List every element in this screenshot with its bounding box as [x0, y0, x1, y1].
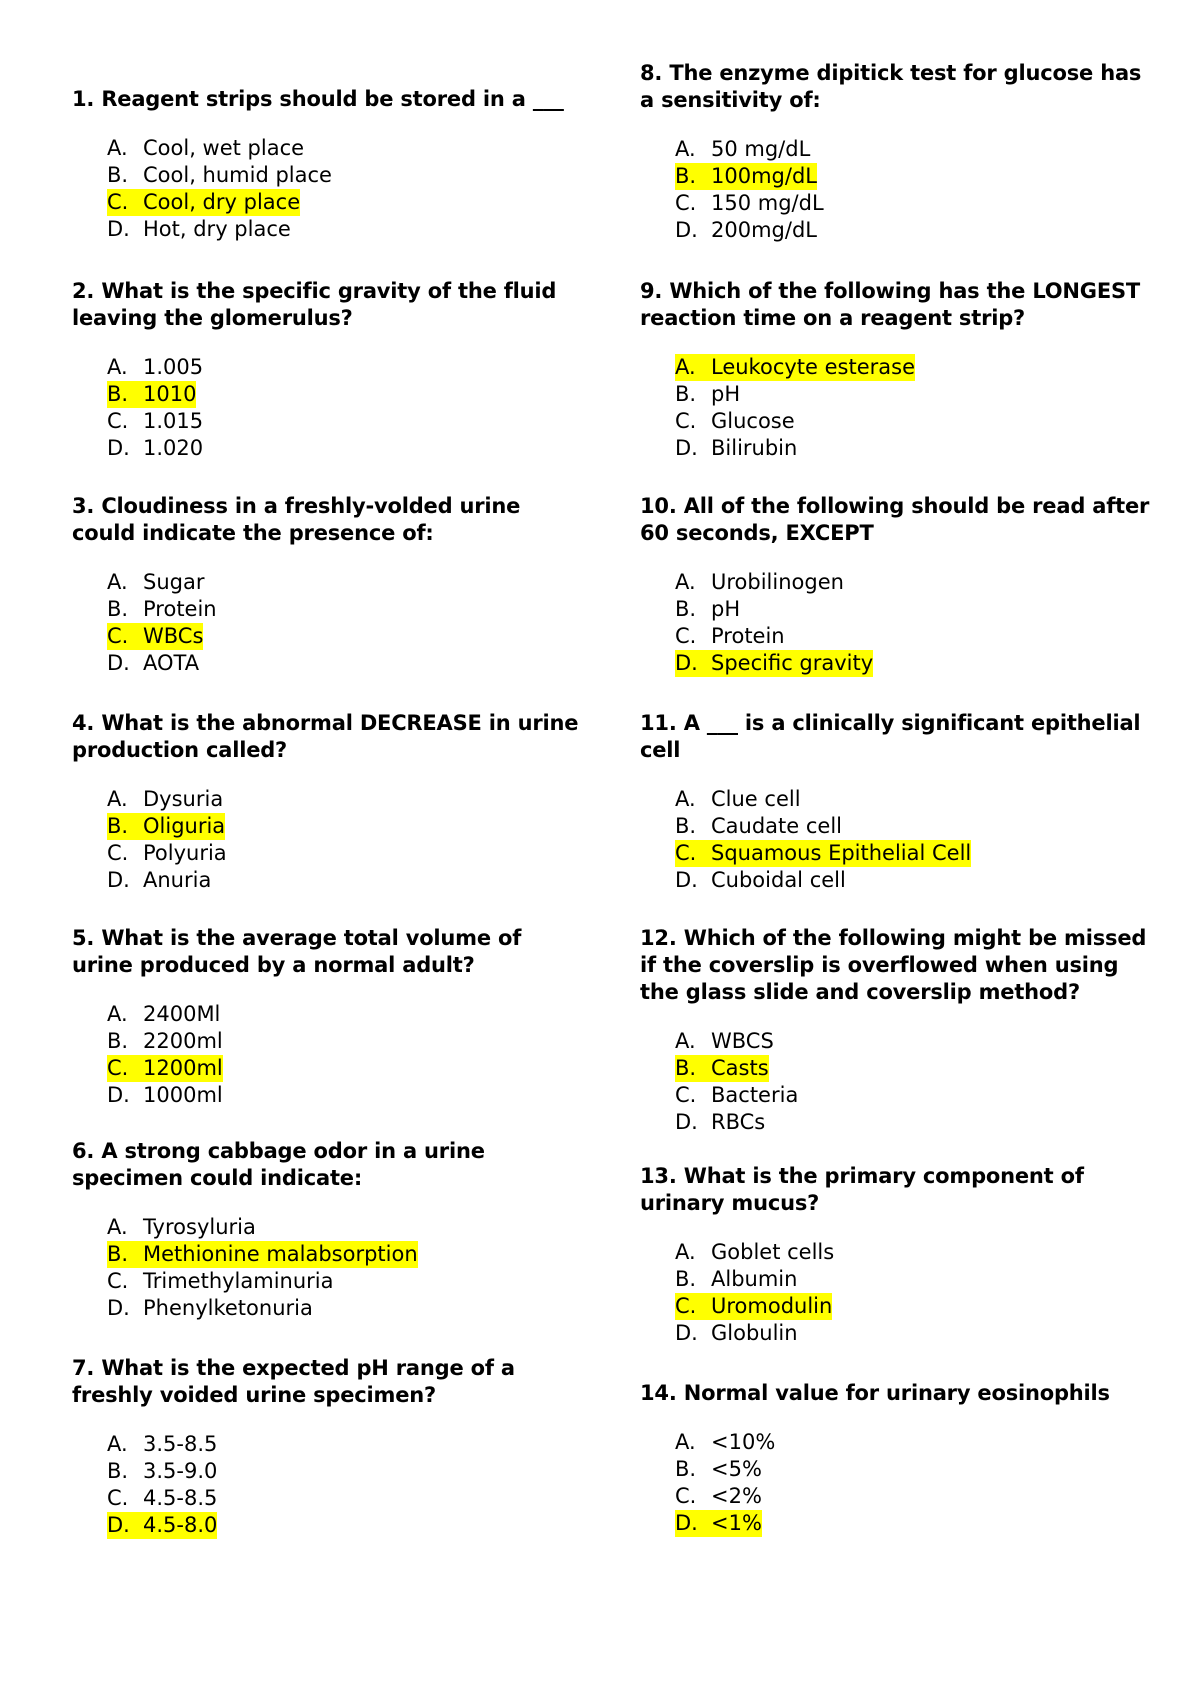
question-stem: What is the average total volume of urine produced by a normal adult?	[72, 926, 522, 977]
option-letter: A.	[675, 570, 696, 594]
option-letter: C.	[107, 189, 143, 216]
question-text	[72, 1138, 582, 1192]
option-row	[675, 136, 811, 163]
option	[107, 162, 582, 189]
option-row	[107, 867, 212, 894]
option-text: Bacteria	[711, 1083, 799, 1107]
option	[675, 786, 1150, 813]
option-letter: B.	[107, 1459, 129, 1483]
option-text: Phenylketonuria	[143, 1296, 313, 1320]
option	[107, 840, 582, 867]
option-letter: D.	[107, 868, 130, 892]
question-text	[72, 710, 582, 764]
option-text: Uromodulin	[711, 1294, 833, 1318]
option-letter: B.	[107, 381, 143, 408]
option-text: WBCs	[143, 624, 204, 648]
option-letter: A.	[107, 1432, 128, 1456]
option-text: 100mg/dL	[711, 164, 817, 188]
option-text: AOTA	[143, 651, 200, 675]
option-letter: C.	[107, 841, 129, 865]
question-stem: Reagent strips should be stored in a ___	[101, 87, 564, 111]
option-row	[675, 1429, 776, 1456]
option-text: Methionine malabsorption	[143, 1242, 418, 1266]
option-text: Urobilinogen	[711, 570, 844, 594]
option-row	[107, 1001, 221, 1028]
option	[675, 1239, 1150, 1266]
question-number: 10.	[640, 494, 677, 518]
option	[675, 569, 1150, 596]
option-letter: A.	[675, 1430, 696, 1454]
option	[675, 381, 1150, 408]
option-text: Cuboidal cell	[711, 868, 846, 892]
option	[675, 136, 1150, 163]
option-letter: B.	[675, 382, 697, 406]
option-text: Goblet cells	[711, 1240, 835, 1264]
option-correct	[107, 1241, 582, 1268]
question-number: 8.	[640, 61, 663, 85]
option-text: Bilirubin	[711, 436, 798, 460]
option-letter: B.	[107, 1029, 129, 1053]
option-text: 1000ml	[143, 1083, 223, 1107]
question-text	[640, 710, 1150, 764]
option-letter: A.	[675, 787, 696, 811]
question-text	[640, 1380, 1150, 1407]
option-letter: D.	[107, 1296, 130, 1320]
question-stem: Which of the following might be missed if the coverslip is overflowed when using the glass slide and coverslip method?	[640, 926, 1147, 1004]
question-6	[72, 1138, 582, 1322]
question-number: 1.	[72, 87, 95, 111]
option-text: RBCs	[711, 1110, 766, 1134]
option-row	[675, 408, 795, 435]
question-number: 7.	[72, 1356, 95, 1380]
question-stem: What is the primary component of urinary mucus?	[640, 1164, 1084, 1215]
option-row	[675, 623, 785, 650]
question-number: 9.	[640, 279, 663, 303]
option-row	[107, 840, 227, 867]
option-text: Cool, dry place	[143, 190, 301, 214]
option-text: 150 mg/dL	[711, 191, 824, 215]
option-correct	[675, 840, 1150, 867]
option-letter: D.	[107, 651, 130, 675]
question-number: 12.	[640, 926, 677, 950]
option-row	[675, 840, 972, 867]
option-row	[107, 1295, 313, 1322]
option-letter: D.	[675, 650, 711, 677]
question-stem: A strong cabbage odor in a urine specimen could indicate:	[72, 1139, 485, 1190]
question-number: 6.	[72, 1139, 95, 1163]
option	[107, 1268, 582, 1295]
option-row	[675, 1239, 835, 1266]
option-letter: C.	[107, 623, 143, 650]
option-row	[107, 1512, 218, 1539]
option-row	[675, 163, 817, 190]
question-number: 5.	[72, 926, 95, 950]
option	[107, 216, 582, 243]
question-12	[640, 925, 1150, 1136]
option-letter: D.	[675, 1110, 698, 1134]
option-row	[675, 1082, 799, 1109]
option-letter: B.	[675, 597, 697, 621]
option	[675, 813, 1150, 840]
option-row	[107, 135, 305, 162]
question-2	[72, 278, 582, 462]
option-letter: B.	[675, 1055, 711, 1082]
option	[107, 435, 582, 462]
question-number: 4.	[72, 711, 95, 735]
option	[107, 1028, 582, 1055]
option-text: Protein	[711, 624, 785, 648]
options-list	[675, 354, 1150, 462]
option-text: 1.020	[143, 436, 204, 460]
option	[107, 1082, 582, 1109]
option-text: Sugar	[143, 570, 205, 594]
question-text	[72, 493, 582, 547]
question-stem: Normal value for urinary eosinophils	[683, 1381, 1110, 1405]
option-letter: A.	[107, 787, 128, 811]
option-text: 1200ml	[143, 1056, 223, 1080]
question-number: 2.	[72, 279, 95, 303]
option-text: 1.005	[143, 355, 204, 379]
question-11	[640, 710, 1150, 894]
option	[107, 650, 582, 677]
question-text	[72, 278, 582, 332]
option-row	[675, 813, 843, 840]
option	[675, 1266, 1150, 1293]
option	[107, 354, 582, 381]
question-stem: All of the following should be read after 60 seconds, EXCEPT	[640, 494, 1150, 545]
option-text: Protein	[143, 597, 217, 621]
option-letter: A.	[107, 1215, 128, 1239]
option-text: 2200ml	[143, 1029, 223, 1053]
question-1	[72, 86, 582, 243]
option	[675, 1456, 1150, 1483]
option	[675, 867, 1150, 894]
option-text: 1010	[143, 382, 197, 406]
option	[675, 623, 1150, 650]
option-correct	[675, 163, 1150, 190]
question-3	[72, 493, 582, 677]
option-text: Trimethylaminuria	[143, 1269, 334, 1293]
question-5	[72, 925, 582, 1109]
question-stem: What is the specific gravity of the fluid leaving the glomerulus?	[72, 279, 557, 330]
option	[675, 435, 1150, 462]
option-row	[675, 435, 798, 462]
option-row	[107, 1485, 218, 1512]
option	[107, 1485, 582, 1512]
option-row	[675, 1109, 766, 1136]
option-row	[675, 1483, 762, 1510]
options-list	[675, 1028, 1150, 1136]
option-letter: C.	[675, 840, 711, 867]
question-text	[640, 925, 1150, 1006]
question-number: 13.	[640, 1164, 677, 1188]
option-text: Globulin	[711, 1321, 798, 1345]
option-row	[107, 569, 205, 596]
options-list	[675, 786, 1150, 894]
option	[675, 1028, 1150, 1055]
option-correct	[107, 381, 582, 408]
option-letter: C.	[107, 1269, 129, 1293]
option-text: Casts	[711, 1056, 769, 1080]
question-text	[640, 60, 1150, 114]
option-letter: D.	[675, 868, 698, 892]
option-row	[675, 596, 741, 623]
option-row	[107, 1214, 256, 1241]
option-row	[675, 650, 874, 677]
option-correct	[107, 1055, 582, 1082]
option-letter: A.	[675, 354, 711, 381]
option-row	[107, 786, 224, 813]
option-row	[107, 216, 291, 243]
option-letter: B.	[107, 163, 129, 187]
options-list	[107, 135, 582, 243]
option	[675, 1109, 1150, 1136]
option-letter: C.	[675, 1293, 711, 1320]
option-correct	[675, 1510, 1150, 1537]
question-9	[640, 278, 1150, 462]
option	[107, 1458, 582, 1485]
option-row	[675, 217, 817, 244]
option-row	[107, 1431, 218, 1458]
option-letter: C.	[675, 191, 697, 215]
options-list	[107, 1214, 582, 1322]
option	[675, 217, 1150, 244]
option-text: 4.5-8.5	[143, 1486, 218, 1510]
option-row	[675, 354, 916, 381]
option	[675, 1320, 1150, 1347]
option-correct	[107, 189, 582, 216]
option-letter: A.	[675, 137, 696, 161]
question-stem: What is the expected pH range of a freshly voided urine specimen?	[72, 1356, 515, 1407]
option-letter: A.	[675, 1029, 696, 1053]
option	[107, 408, 582, 435]
options-list	[107, 1001, 582, 1109]
options-list	[675, 1429, 1150, 1537]
question-7	[72, 1355, 582, 1539]
option-letter: C.	[675, 1484, 697, 1508]
option-text: 3.5-8.5	[143, 1432, 218, 1456]
option-text: Dysuria	[143, 787, 224, 811]
option-letter: B.	[675, 1267, 697, 1291]
option-row	[107, 408, 204, 435]
question-text	[72, 86, 582, 113]
question-number: 11.	[640, 711, 677, 735]
question-stem: Which of the following has the LONGEST reaction time on a reagent strip?	[640, 279, 1141, 330]
option-row	[675, 867, 846, 894]
option	[675, 190, 1150, 217]
option-text: Clue cell	[711, 787, 801, 811]
option-row	[675, 786, 801, 813]
option-text: <2%	[711, 1484, 762, 1508]
option-row	[107, 189, 301, 216]
option-correct	[107, 1512, 582, 1539]
option-row	[107, 354, 204, 381]
question-text	[640, 1163, 1150, 1217]
option-row	[107, 623, 204, 650]
option-letter: D.	[107, 1512, 143, 1539]
question-stem: The enzyme dipitick test for glucose has a sensitivity of:	[640, 61, 1142, 112]
option-letter: C.	[107, 409, 129, 433]
question-stem: What is the abnormal DECREASE in urine production called?	[72, 711, 579, 762]
option-row	[107, 1268, 334, 1295]
option-letter: C.	[675, 1083, 697, 1107]
option-letter: D.	[107, 436, 130, 460]
option-row	[107, 1458, 218, 1485]
option-letter: B.	[675, 163, 711, 190]
option-letter: B.	[675, 1457, 697, 1481]
option-letter: C.	[107, 1055, 143, 1082]
question-13	[640, 1163, 1150, 1347]
options-list	[675, 569, 1150, 677]
option	[107, 1431, 582, 1458]
option-letter: B.	[675, 814, 697, 838]
option-letter: D.	[107, 1083, 130, 1107]
option-letter: A.	[107, 570, 128, 594]
option	[107, 569, 582, 596]
option	[107, 867, 582, 894]
option-row	[107, 596, 217, 623]
option-row	[675, 1028, 774, 1055]
option-text: <1%	[711, 1511, 762, 1535]
option-letter: D.	[675, 436, 698, 460]
question-number: 14.	[640, 1381, 677, 1405]
option-row	[107, 162, 332, 189]
option-correct	[675, 1293, 1150, 1320]
option-row	[675, 1055, 769, 1082]
options-list	[107, 354, 582, 462]
option-letter: D.	[107, 217, 130, 241]
option-row	[107, 1055, 223, 1082]
option-row	[107, 381, 197, 408]
option-row	[107, 813, 226, 840]
option-row	[675, 1456, 762, 1483]
option-row	[107, 650, 200, 677]
options-list	[107, 569, 582, 677]
question-text	[72, 925, 582, 979]
option	[675, 1082, 1150, 1109]
option-text: 1.015	[143, 409, 204, 433]
question-stem: A ___ is a clinically significant epithelial cell	[640, 711, 1141, 762]
option-text: WBCS	[711, 1029, 774, 1053]
option-row	[675, 190, 824, 217]
option-text: Leukocyte esterase	[711, 355, 916, 379]
option	[107, 1214, 582, 1241]
option-letter: C.	[675, 409, 697, 433]
question-text	[640, 278, 1150, 332]
options-list	[107, 786, 582, 894]
option-text: Polyuria	[143, 841, 227, 865]
option-letter: B.	[107, 597, 129, 621]
option-letter: A.	[107, 1002, 128, 1026]
option-row	[675, 381, 741, 408]
question-14	[640, 1380, 1150, 1537]
question-stem: Cloudiness in a freshly-volded urine could indicate the presence of:	[72, 494, 521, 545]
option-correct	[675, 650, 1150, 677]
option-text: Cool, humid place	[143, 163, 332, 187]
option-letter: D.	[675, 218, 698, 242]
option	[107, 596, 582, 623]
option	[107, 786, 582, 813]
options-list	[107, 1431, 582, 1539]
option-row	[107, 1028, 223, 1055]
option-text: 4.5-8.0	[143, 1513, 218, 1537]
option	[675, 596, 1150, 623]
option-row	[107, 1241, 418, 1268]
option-letter: B.	[107, 1241, 143, 1268]
option	[675, 1429, 1150, 1456]
option-letter: A.	[107, 136, 128, 160]
option-text: Anuria	[143, 868, 212, 892]
option-text: Specific gravity	[711, 651, 874, 675]
option-letter: C.	[107, 1486, 129, 1510]
option	[107, 1001, 582, 1028]
option-text: Glucose	[711, 409, 795, 433]
option	[107, 1295, 582, 1322]
option-text: <10%	[711, 1430, 776, 1454]
option-correct	[675, 354, 1150, 381]
option-text: pH	[711, 597, 741, 621]
options-list	[675, 1239, 1150, 1347]
option-text: Oliguria	[143, 814, 226, 838]
option-correct	[107, 813, 582, 840]
option-row	[675, 1293, 833, 1320]
options-list	[675, 136, 1150, 244]
option-row	[107, 1082, 223, 1109]
option-row	[675, 1510, 762, 1537]
question-10	[640, 493, 1150, 677]
option-row	[675, 569, 844, 596]
option-row	[675, 1266, 798, 1293]
option-letter: D.	[675, 1510, 711, 1537]
option-text: Cool, wet place	[143, 136, 305, 160]
option-text: 3.5-9.0	[143, 1459, 218, 1483]
option	[675, 1483, 1150, 1510]
option-correct	[675, 1055, 1150, 1082]
option-letter: A.	[107, 355, 128, 379]
question-text	[640, 493, 1150, 547]
option-text: Hot, dry place	[143, 217, 291, 241]
option-row	[107, 435, 204, 462]
option-letter: C.	[675, 624, 697, 648]
question-number: 3.	[72, 494, 95, 518]
option-letter: D.	[675, 1321, 698, 1345]
option-correct	[107, 623, 582, 650]
option-text: Squamous Epithelial Cell	[711, 841, 972, 865]
option-text: Albumin	[711, 1267, 798, 1291]
question-4	[72, 710, 582, 894]
option	[675, 408, 1150, 435]
option-row	[675, 1320, 798, 1347]
option-text: 200mg/dL	[711, 218, 817, 242]
option-text: 50 mg/dL	[711, 137, 811, 161]
question-8	[640, 60, 1150, 244]
option	[107, 135, 582, 162]
question-text	[72, 1355, 582, 1409]
option-text: <5%	[711, 1457, 762, 1481]
option-text: Caudate cell	[711, 814, 843, 838]
option-text: pH	[711, 382, 741, 406]
option-text: 2400Ml	[143, 1002, 221, 1026]
option-text: Tyrosyluria	[143, 1215, 256, 1239]
option-letter: B.	[107, 813, 143, 840]
option-letter: A.	[675, 1240, 696, 1264]
